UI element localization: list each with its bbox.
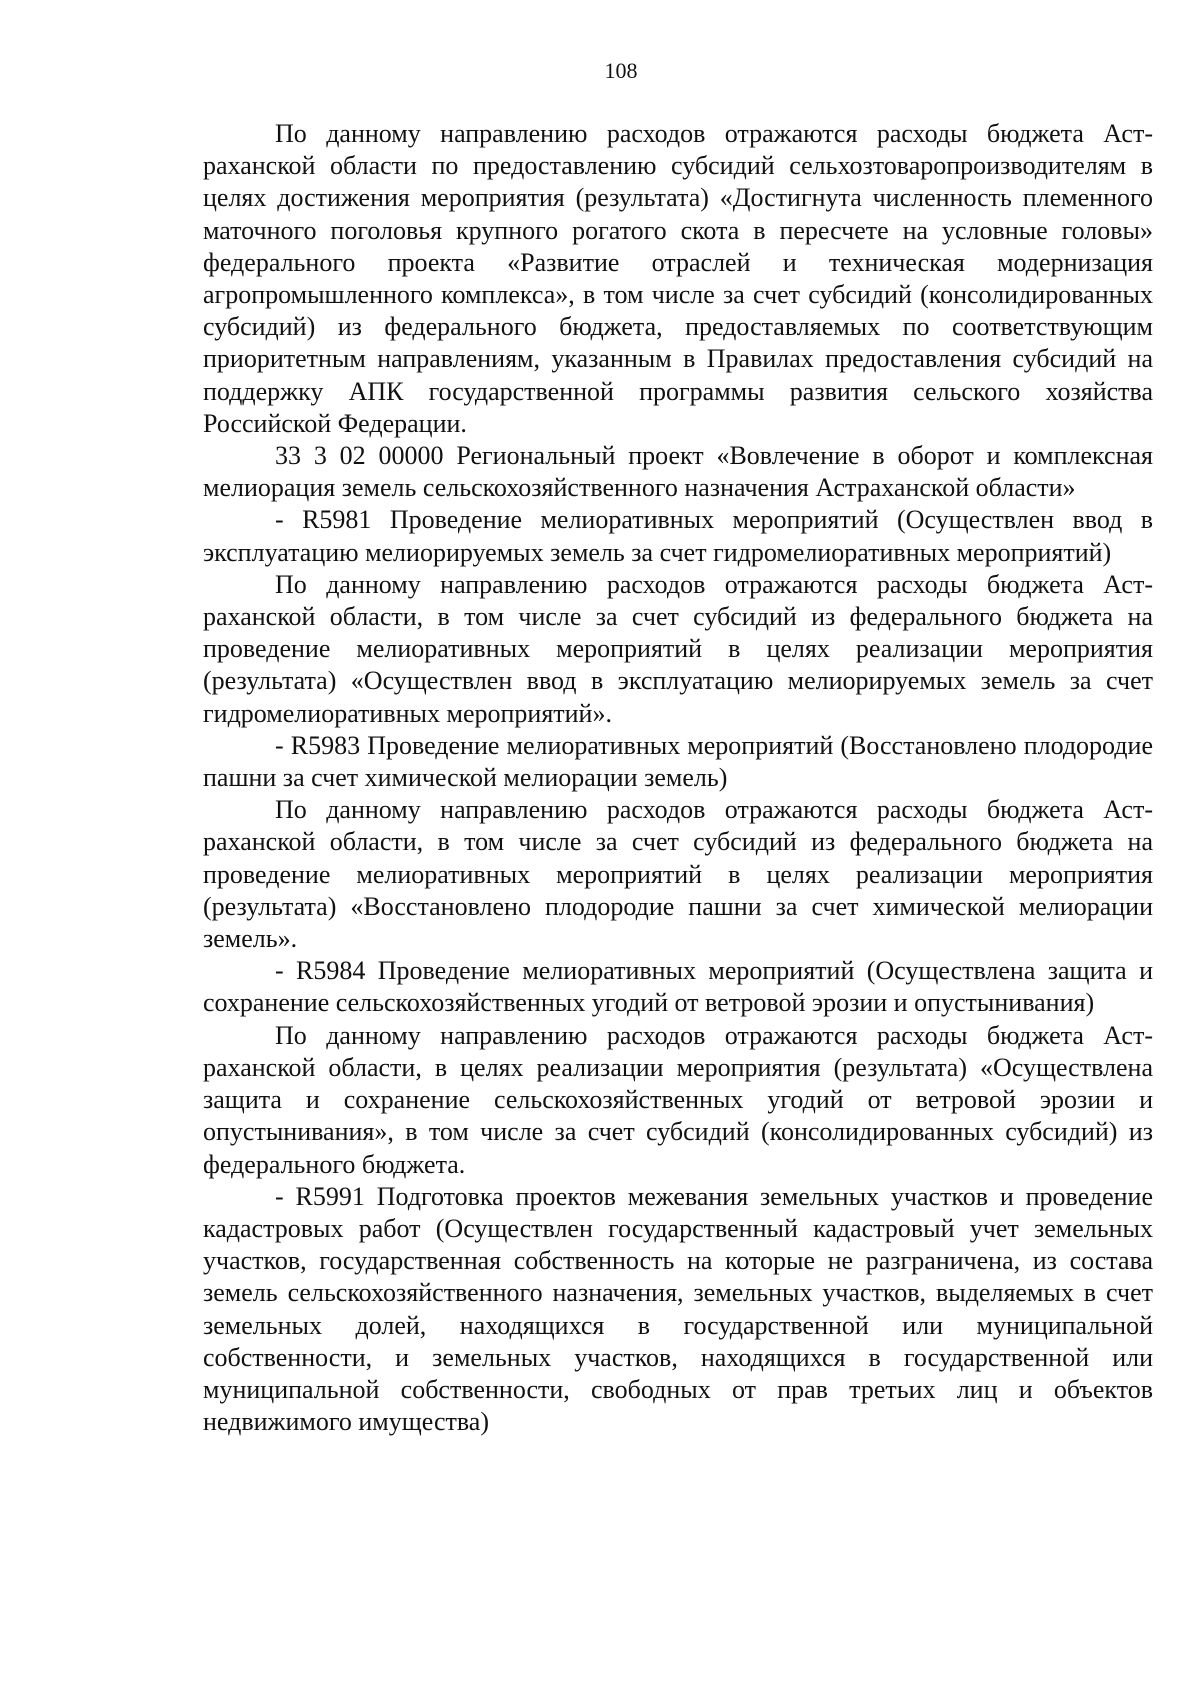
paragraph-2: 33 3 02 00000 Региональный проект «Вовлечение в оборот и комплексная мелиорация земель сельскохозяйственного назначения Астраханской области» xyxy=(203,441,1153,503)
paragraph-7: - R5984 Проведение мелиоративных мероприятий (Осуществлена защита и сохранение сельскохозяйственных угодий от ветровой эрозии и опустынивания) xyxy=(203,956,1153,1018)
paragraph-5: - R5983 Проведение мелиоративных мероприятий (Восстановлено плодородие пашни за счет химической мелиорации земель) xyxy=(203,730,1153,793)
paragraph-6: По данному направлению расходов отражаются расходы бюджета Астраханской области, в том числе за счет субсидий из федерального бюджета на проведение мелиоративных мероприятий в целях реализации мероприятия (результата) «Восстановлено плодородие пашни за счет химической мелиорации земель». xyxy=(203,795,1153,954)
document-body xyxy=(203,118,1153,1438)
paragraph-9: - R5991 Подготовка проектов межевания земельных участков и проведение кадастровых работ (Осуществлен государственный кадастровый учет земельных участков, государственная собственность на которые не разграничена, из состава земель сельскохозяйственного назначения, земельных участков, выделяемых в счет земельных долей, находящихся в государственной или муниципальной собственности, и земельных участков, находящихся в государственной или муниципальной собственности, свободных от прав третьих лиц и объектов недвижимого имущества) xyxy=(203,1181,1153,1437)
paragraph-8: По данному направлению расходов отражаются расходы бюджета Астраханской области, в целях реализации мероприятия (результата) «Осуществлена защита и сохранение сельскохозяйственных угодий от ветровой эрозии и опустынивания», в том числе за счет субсидий (консолидированных субсидий) из федерального бюджета. xyxy=(203,1020,1153,1179)
paragraph-1: По данному направлению расходов отражаются расходы бюджета Астраханской области по предоставлению субсидий сельхозтоваропроизводителям в целях достижения мероприятия (результата) «Достигнута численность племенного маточного поголовья крупного рогатого скота в пересчете на условные головы» федерального проекта «Развитие отраслей и техническая модернизация агропромышленного комплекса», в том числе за счет субсидий (консолидированных субсидий) из федерального бюджета, предоставляемых по соответствующим приоритетным направлениям, указанным в Правилах предоставления субсидий на поддержку АПК государственной программы развития сельского хозяйства Российской Федерации. xyxy=(203,119,1153,438)
paragraph-4: По данному направлению расходов отражаются расходы бюджета Астраханской области, в том числе за счет субсидий из федерального бюджета на проведение мелиоративных мероприятий в целях реализации мероприятия (результата) «Осуществлен ввод в эксплуатацию мелиорируемых земель за счет гидромелиоративных мероприятий». xyxy=(203,569,1153,728)
page-number: 108 xyxy=(604,58,638,83)
paragraph-3: - R5981 Проведение мелиоративных мероприятий (Осуществлен ввод в эксплуатацию мелиорируемых земель за счет гидромелиоративных мероприятий) xyxy=(203,505,1153,567)
